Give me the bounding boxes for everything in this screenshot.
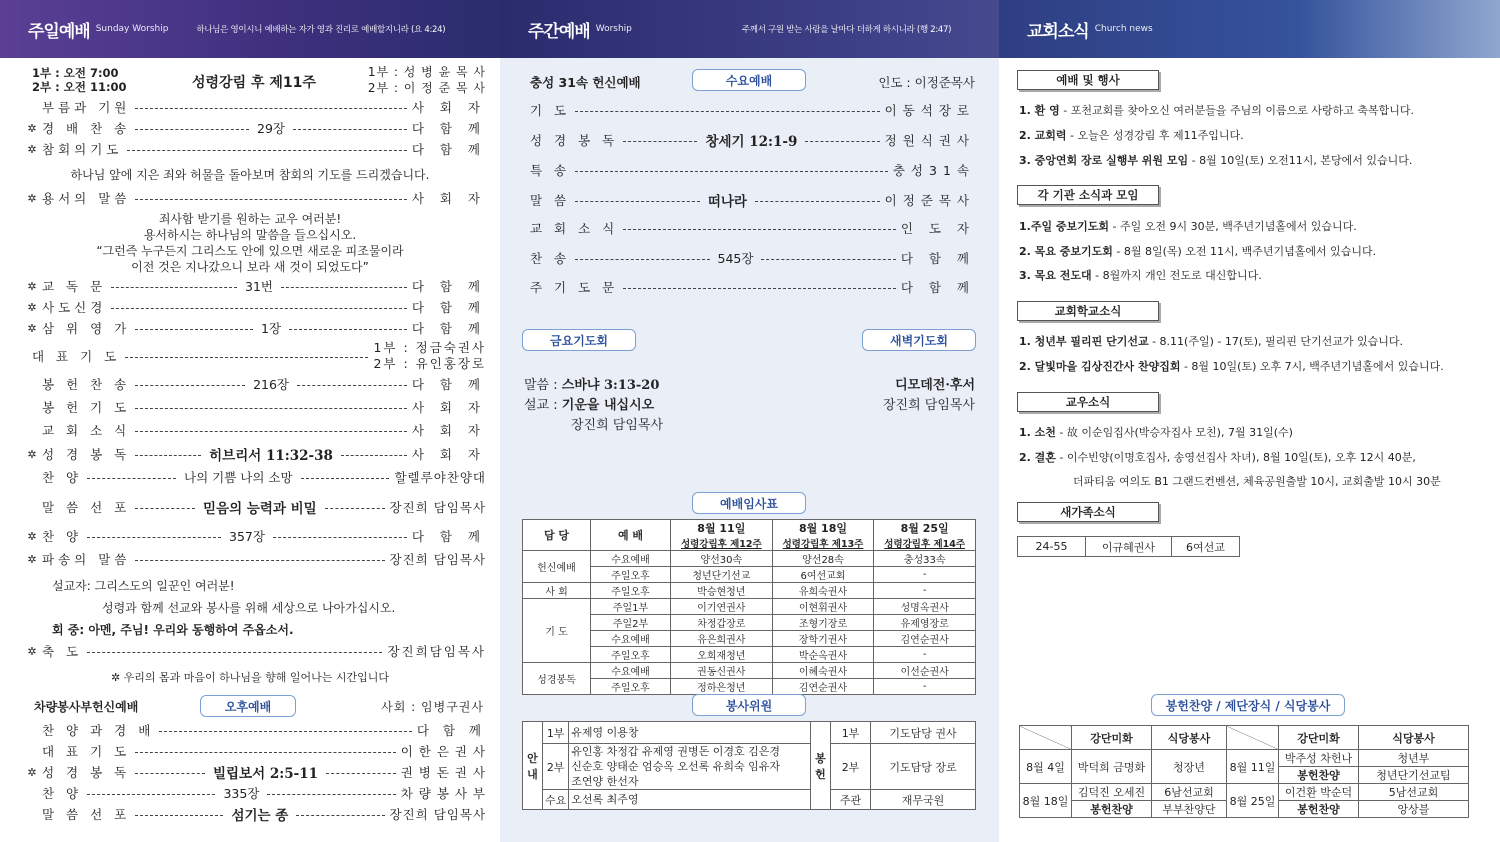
item-label: 교 독 문 [42, 279, 107, 294]
item-label: 성 경 봉 독 [42, 447, 131, 462]
order-row: ✲ 경 배 찬 송 29장 다 함 께 [27, 121, 486, 136]
wednesday-row [500, 219, 999, 237]
item-detail: 216장 [253, 377, 289, 392]
friday-prayer-pill: 금요기도회 [522, 329, 636, 351]
duty-roster-table: 담 당 예 배 8월 11일 8월 18일 8월 25일 성령강림후 제12주 성령강림후 제13주 성령강림후 제14주 헌신예배 수요예배 양선30속 양선28속 충성33속 주일오후 청년단기선교 6여선교회 - 사 회 주일오후 박승현청년 유희숙권사 - 기 도 주일1부 이기연권사 이현휘권사 성명옥권사 주일2부 차정갑장로 조형기장로 유제영장로 수요예배 유은희권사 장학기권사 김연순권사 주일오후 오희재청년 박순옥권사 - 성경봉독 수요예배 권동신권사 이혜숙권사 이선순권사 주일오후 정하은청년 김연순권사 - [522, 519, 976, 695]
item-label: 찬 양 [42, 786, 83, 801]
duty-row: 성경봉독 수요예배 권동신권사 이혜숙권사 이선순권사 [523, 663, 976, 679]
item-label: 참회의기도 [42, 142, 123, 157]
item-label: 말 씀 선 포 [42, 500, 131, 515]
item-detail: 떠나라 [707, 194, 747, 210]
order-row [0, 498, 500, 516]
sunday-subtitle: Sunday Worship [95, 24, 169, 34]
order-row [0, 421, 500, 439]
item-detail: 믿음의 능력과 비밀 [203, 501, 317, 517]
weekly-subtitle: Worship [595, 24, 632, 34]
news-section-title: 예배 및 행사 [1017, 70, 1159, 90]
news-item: 1. 청년부 필리핀 단기선교 - 8.11(주일) - 17(토), 필리핀 단기선교가 있습니다. [1019, 335, 1404, 348]
weekly-title: 주간예배 [528, 21, 590, 42]
item-detail: 창세기 12:1-9 [705, 134, 798, 150]
wednesday-row [500, 278, 999, 296]
news-item: 2. 결혼 - 이수빈양(이명호집사, 송영선집사 차녀), 8월 10일(토), 오후 12시 40분, [1019, 451, 1416, 464]
weekly-worship-panel [500, 0, 999, 842]
duty-row: 사 회 주일오후 박승현청년 유희숙권사 - [523, 583, 976, 599]
item-person: 다 함 께 [416, 723, 486, 738]
item-detail: 31번 [245, 279, 273, 294]
item-person: 다 함 께 [411, 121, 486, 136]
service-leaders: 1부 : 성 병 윤 목 사 2부 : 이 정 준 목 사 [367, 65, 486, 95]
item-person: 이동석장로 [884, 103, 975, 118]
item-label: 찬 양 [42, 529, 83, 544]
duty-row: 수요예배 유은희권사 장학기권사 김연순권사 [523, 631, 976, 647]
item-person: 사 회 자 [411, 100, 486, 115]
duty-row: 주일오후 정하은청년 김연순권사 - [523, 679, 976, 695]
item-person: 인 도 자 [900, 221, 975, 236]
item-detail: 1장 [261, 321, 282, 336]
order-row [0, 98, 500, 116]
news-item: 1. 소천 - 故 이순임집사(박승자집사 모친), 7월 31일(수) [1019, 426, 1293, 439]
afternoon-row [0, 742, 500, 760]
item-detail: 335장 [223, 786, 260, 801]
news-section-title: 교회학교소식 [1017, 301, 1159, 321]
wednesday-row [500, 131, 999, 149]
wednesday-worship-pill: 수요예배 [692, 69, 806, 91]
news-item: 1. 환 영 - 포천교회를 찾아오신 여러분들을 주님의 이름으로 사랑하고 축복합니다. [1019, 104, 1414, 117]
item-person: 장진희 담임목사 [389, 552, 486, 567]
sending-text: 설교자: 그리스도의 일꾼인 여러분! 성령과 함께 선교와 봉사를 위해 세상으로 나아가십시오. 회 중: 아멘, 주님! 우리와 동행하여 주옵소서. [52, 579, 396, 637]
item-label: 특 송 [530, 163, 571, 178]
item-label: 교 회 소 식 [42, 423, 131, 438]
item-person: 다 함 께 [411, 529, 486, 544]
weekly-header [500, 0, 999, 58]
item-person: 다 함 께 [900, 280, 975, 295]
wednesday-row [500, 249, 999, 267]
news-item: 2. 달빛마을 김상진간사 찬양집회 - 8월 10일(토) 오후 7시, 백주년기념홀에서 있습니다. [1019, 360, 1444, 373]
item-label: 성 경 봉 독 [530, 133, 619, 148]
item-detail: 빌립보서 2:5-11 [212, 766, 318, 782]
item-label: 파송의 말씀 [42, 552, 131, 567]
item-label: 교 회 소 식 [530, 221, 619, 236]
news-header [999, 0, 1500, 58]
dawn-prayer-pill: 새벽기도회 [862, 329, 976, 351]
afternoon-leader: 사회 : 임병구권사 [381, 700, 484, 714]
item-detail: 나의 기쁨 나의 소망 [184, 470, 293, 485]
item-label: 말 씀 [530, 193, 571, 208]
wednesday-leader: 인도 : 이정준목사 [878, 75, 975, 90]
item-detail: 히브리서 11:32-38 [209, 448, 333, 464]
sunday-verse: 하나님은 영이시니 예배하는 자가 영과 진리로 예배할지니라 (요 4:24) [196, 25, 446, 35]
church-news-panel [999, 0, 1500, 842]
item-person: 사 회 자 [411, 400, 486, 415]
item-label: 봉 헌 찬 송 [42, 377, 131, 392]
item-person: 충성31속 [892, 163, 975, 178]
wednesday-row [500, 191, 999, 209]
afternoon-worship-pill: 오후예배 [200, 695, 296, 717]
news-item: 1.주일 중보기도회 - 주일 오전 9시 30분, 백주년기념홀에서 있습니다. [1019, 220, 1357, 233]
news-subtitle: Church news [1094, 24, 1153, 34]
closing-note: ✲ 우리의 몸과 마음이 하나님을 향해 일어나는 시간입니다 [110, 671, 390, 684]
order-row: ✲ 파송의 말씀 장진희 담임목사 [27, 552, 486, 567]
pardon-text: 죄사함 받기를 원하는 교우 여러분! 용서하시는 하나님의 말씀을 들으십시오. “그런즉 누구든지 그리스도 안에 있으면 새로운 피조물이라 이전 것은 지나갔으니 보라 새 것이 되었도다” [96, 212, 404, 274]
news-section-title: 각 기관 소식과 모임 [1017, 185, 1159, 205]
order-row: ✲ 참회의기도 다 함 께 [27, 142, 486, 157]
afternoon-row [0, 721, 500, 739]
order-row-pardon: ✲ 용서의 말씀 사 회 자 [27, 191, 486, 206]
new-family-box: 새가족소식 [1017, 502, 1159, 522]
duty-row: 주일2부 차정갑장로 조형기장로 유제영장로 [523, 615, 976, 631]
item-person: 장진희 담임목사 [389, 807, 487, 822]
item-person: 사 회 자 [411, 423, 486, 438]
item-person: 다 함 께 [900, 251, 975, 266]
news-item: 3. 중앙연회 장로 실행부 위원 모임 - 8월 10일(토) 오전11시, 본당에서 있습니다. [1019, 154, 1413, 167]
duty-roster-pill: 예배임사표 [692, 492, 806, 514]
duty-row: 기 도 주일1부 이기연권사 이현휘권사 성명옥권사 [523, 599, 976, 615]
wednesday-row [500, 161, 999, 179]
item-label: 기 도 [530, 103, 571, 118]
item-label: 찬 양 [42, 470, 83, 485]
wednesday-title: 충성 31속 헌신예배 [530, 75, 641, 90]
item-label: 대 표 기 도 [42, 744, 131, 759]
afternoon-row [0, 784, 500, 802]
item-person: 할렐루야찬양대 [394, 470, 486, 485]
service-committee-table: 안 내 1부 유제영 이용창 봉 헌 1부 기도담당 권사 2부 유인홍 차정갑 유제영 권병돈 이경호 김은경 신순호 양태순 엄승옥 오선록 유희숙 임유자 조연양 한선자 2부 기도담당 장로 수요 오선록 최주영 주관 재무국원 [522, 721, 976, 810]
news-item: 2. 교회력 - 오늘은 성경강림 후 제11주입니다. [1019, 129, 1244, 142]
item-label: 봉 헌 기 도 [42, 400, 131, 415]
duty-row: 헌신예배 수요예배 양선30속 양선28속 충성33속 [523, 551, 976, 567]
sunday-worship-panel [0, 0, 500, 842]
order-row [0, 398, 500, 416]
order-row [0, 468, 500, 486]
item-detail: 545장 [717, 251, 754, 266]
order-row: ✲ 성 경 봉 독 히브리서 11:32-38 사 회 자 [0, 445, 500, 463]
item-detail: 29장 [257, 121, 286, 136]
wednesday-row [500, 101, 999, 119]
item-label: 사도신경 [42, 300, 107, 315]
item-detail: 섬기는 종 [231, 808, 289, 824]
offering-decor-pill: 봉헌찬양 / 제단장식 / 식당봉사 [1151, 694, 1345, 716]
item-person: 다 함 께 [411, 142, 486, 157]
item-label: 성 경 봉 독 [42, 765, 131, 780]
item-label: 말 씀 선 포 [42, 807, 131, 822]
dawn-prayer-info: 디모데전·후서 장진희 담임목사 [882, 378, 975, 413]
duty-row: 주일오후 오희재청년 박순옥권사 - [523, 647, 976, 663]
new-family-table: 24-55 이규혜권사 6여선교 [1017, 536, 1240, 557]
service-times: 1부 : 오전 7:00 2부 : 오전 11:00 [32, 66, 127, 94]
item-person: 장진희담임목사 [387, 644, 486, 659]
news-item: 3. 목요 전도대 - 8월까지 개인 전도로 대신합니다. [1019, 269, 1262, 282]
item-label: 용서의 말씀 [42, 191, 131, 206]
order-row: ✲ 교 독 문 31번 다 함 께 [27, 279, 487, 294]
item-label: 찬 양 과 경 배 [42, 723, 155, 738]
news-item: 더파티움 여의도 B1 그랜드컨벤션, 체육공원출발 10시, 교회출발 10시 30분 [1073, 475, 1441, 488]
order-row: ✲ 사도신경 다 함 께 [27, 300, 486, 315]
item-person: 다 함 께 [411, 321, 487, 336]
afternoon-row: ✲ 성 경 봉 독 빌립보서 2:5-11 권 병 돈 권 사 [0, 763, 500, 781]
item-detail: 357장 [229, 529, 265, 544]
flower-row: 8월 18일 김덕진 오세진 6남선교회 8월 25일 이건환 박순덕 5남선교회 [1020, 784, 1469, 801]
item-person: 사 회 자 [411, 191, 486, 206]
afternoon-row [0, 805, 500, 823]
item-label: 찬 송 [530, 251, 571, 266]
item-person: 권 병 돈 권 사 [400, 765, 487, 780]
news-section-title: 교우소식 [1017, 392, 1159, 412]
news-title: 교회소식 [1027, 21, 1089, 42]
order-row: ✲ 찬 양 357장 다 함 께 [27, 529, 486, 544]
representative-prayer-row: 대 표 기 도 1부 : 정금숙권사 2부 : 유인홍장로 [32, 340, 486, 371]
item-label: 축 도 [42, 644, 83, 659]
news-item: 2. 목요 중보기도회 - 8월 8일(목) 오전 11시, 백주년기념홀에서 있습니다. [1019, 245, 1377, 258]
item-person: 정원식권사 [884, 133, 976, 148]
afternoon-title: 차량봉사부헌신예배 [34, 700, 139, 714]
weekly-verse: 주께서 구원 받는 사람을 날마다 더하게 하시니라 (행 2:47) [741, 25, 952, 35]
order-row: ✲ 삼 위 영 가 1장 다 함 께 [27, 321, 487, 336]
item-person: 다 함 께 [411, 300, 486, 315]
service-committee-pill: 봉사위원 [692, 694, 806, 716]
order-row [0, 375, 500, 393]
flower-row: 8월 4일 박덕희 금명화 청장년 8월 11일 박주성 차헌나 청년부 [1020, 750, 1469, 767]
duty-row: 주일오후 청년단기선교 6여선교회 - [523, 567, 976, 583]
item-person: 이정준목사 [884, 193, 976, 208]
sunday-header [0, 0, 500, 58]
week-title: 성령강림 후 제11주 [192, 75, 316, 91]
item-label: 삼 위 영 가 [42, 321, 131, 336]
confession-text: 하나님 앞에 지은 죄와 허물을 돌아보며 참회의 기도를 드리겠습니다. [70, 168, 430, 182]
item-label: 주 기 도 문 [530, 280, 619, 295]
item-person: 이 한 은 권 사 [400, 744, 486, 759]
sunday-title: 주일예배 [28, 21, 90, 42]
item-person: 다 함 께 [411, 377, 487, 392]
order-row-benediction: ✲ 축 도 장진희담임목사 [27, 644, 486, 659]
item-label: 경 배 찬 송 [42, 121, 131, 136]
flower-duty-table: 강단미화 식당봉사 강단미화 식당봉사 8월 4일 박덕희 금명화 청장년 8월 11일 박주성 차헌나 청년부 봉헌찬양 청년단기선교팀 8월 18일 김덕진 오세진 6남선교회 8월 25일 이건환 박순덕 5남선교회 봉헌찬양 부부찬양단 봉헌찬양 앙상블 [1019, 725, 1469, 818]
item-person: 차 량 봉 사 부 [400, 786, 486, 801]
item-person: 다 함 께 [411, 279, 487, 294]
friday-prayer-info: 말씀 : 스바냐 3:13-20 설교 : 기운을 내십시오 장진희 담임목사 [524, 378, 664, 433]
item-person: 장진희 담임목사 [389, 500, 486, 515]
item-person: 사 회 자 [411, 447, 487, 462]
item-label: 부름과 기원 [42, 100, 131, 115]
